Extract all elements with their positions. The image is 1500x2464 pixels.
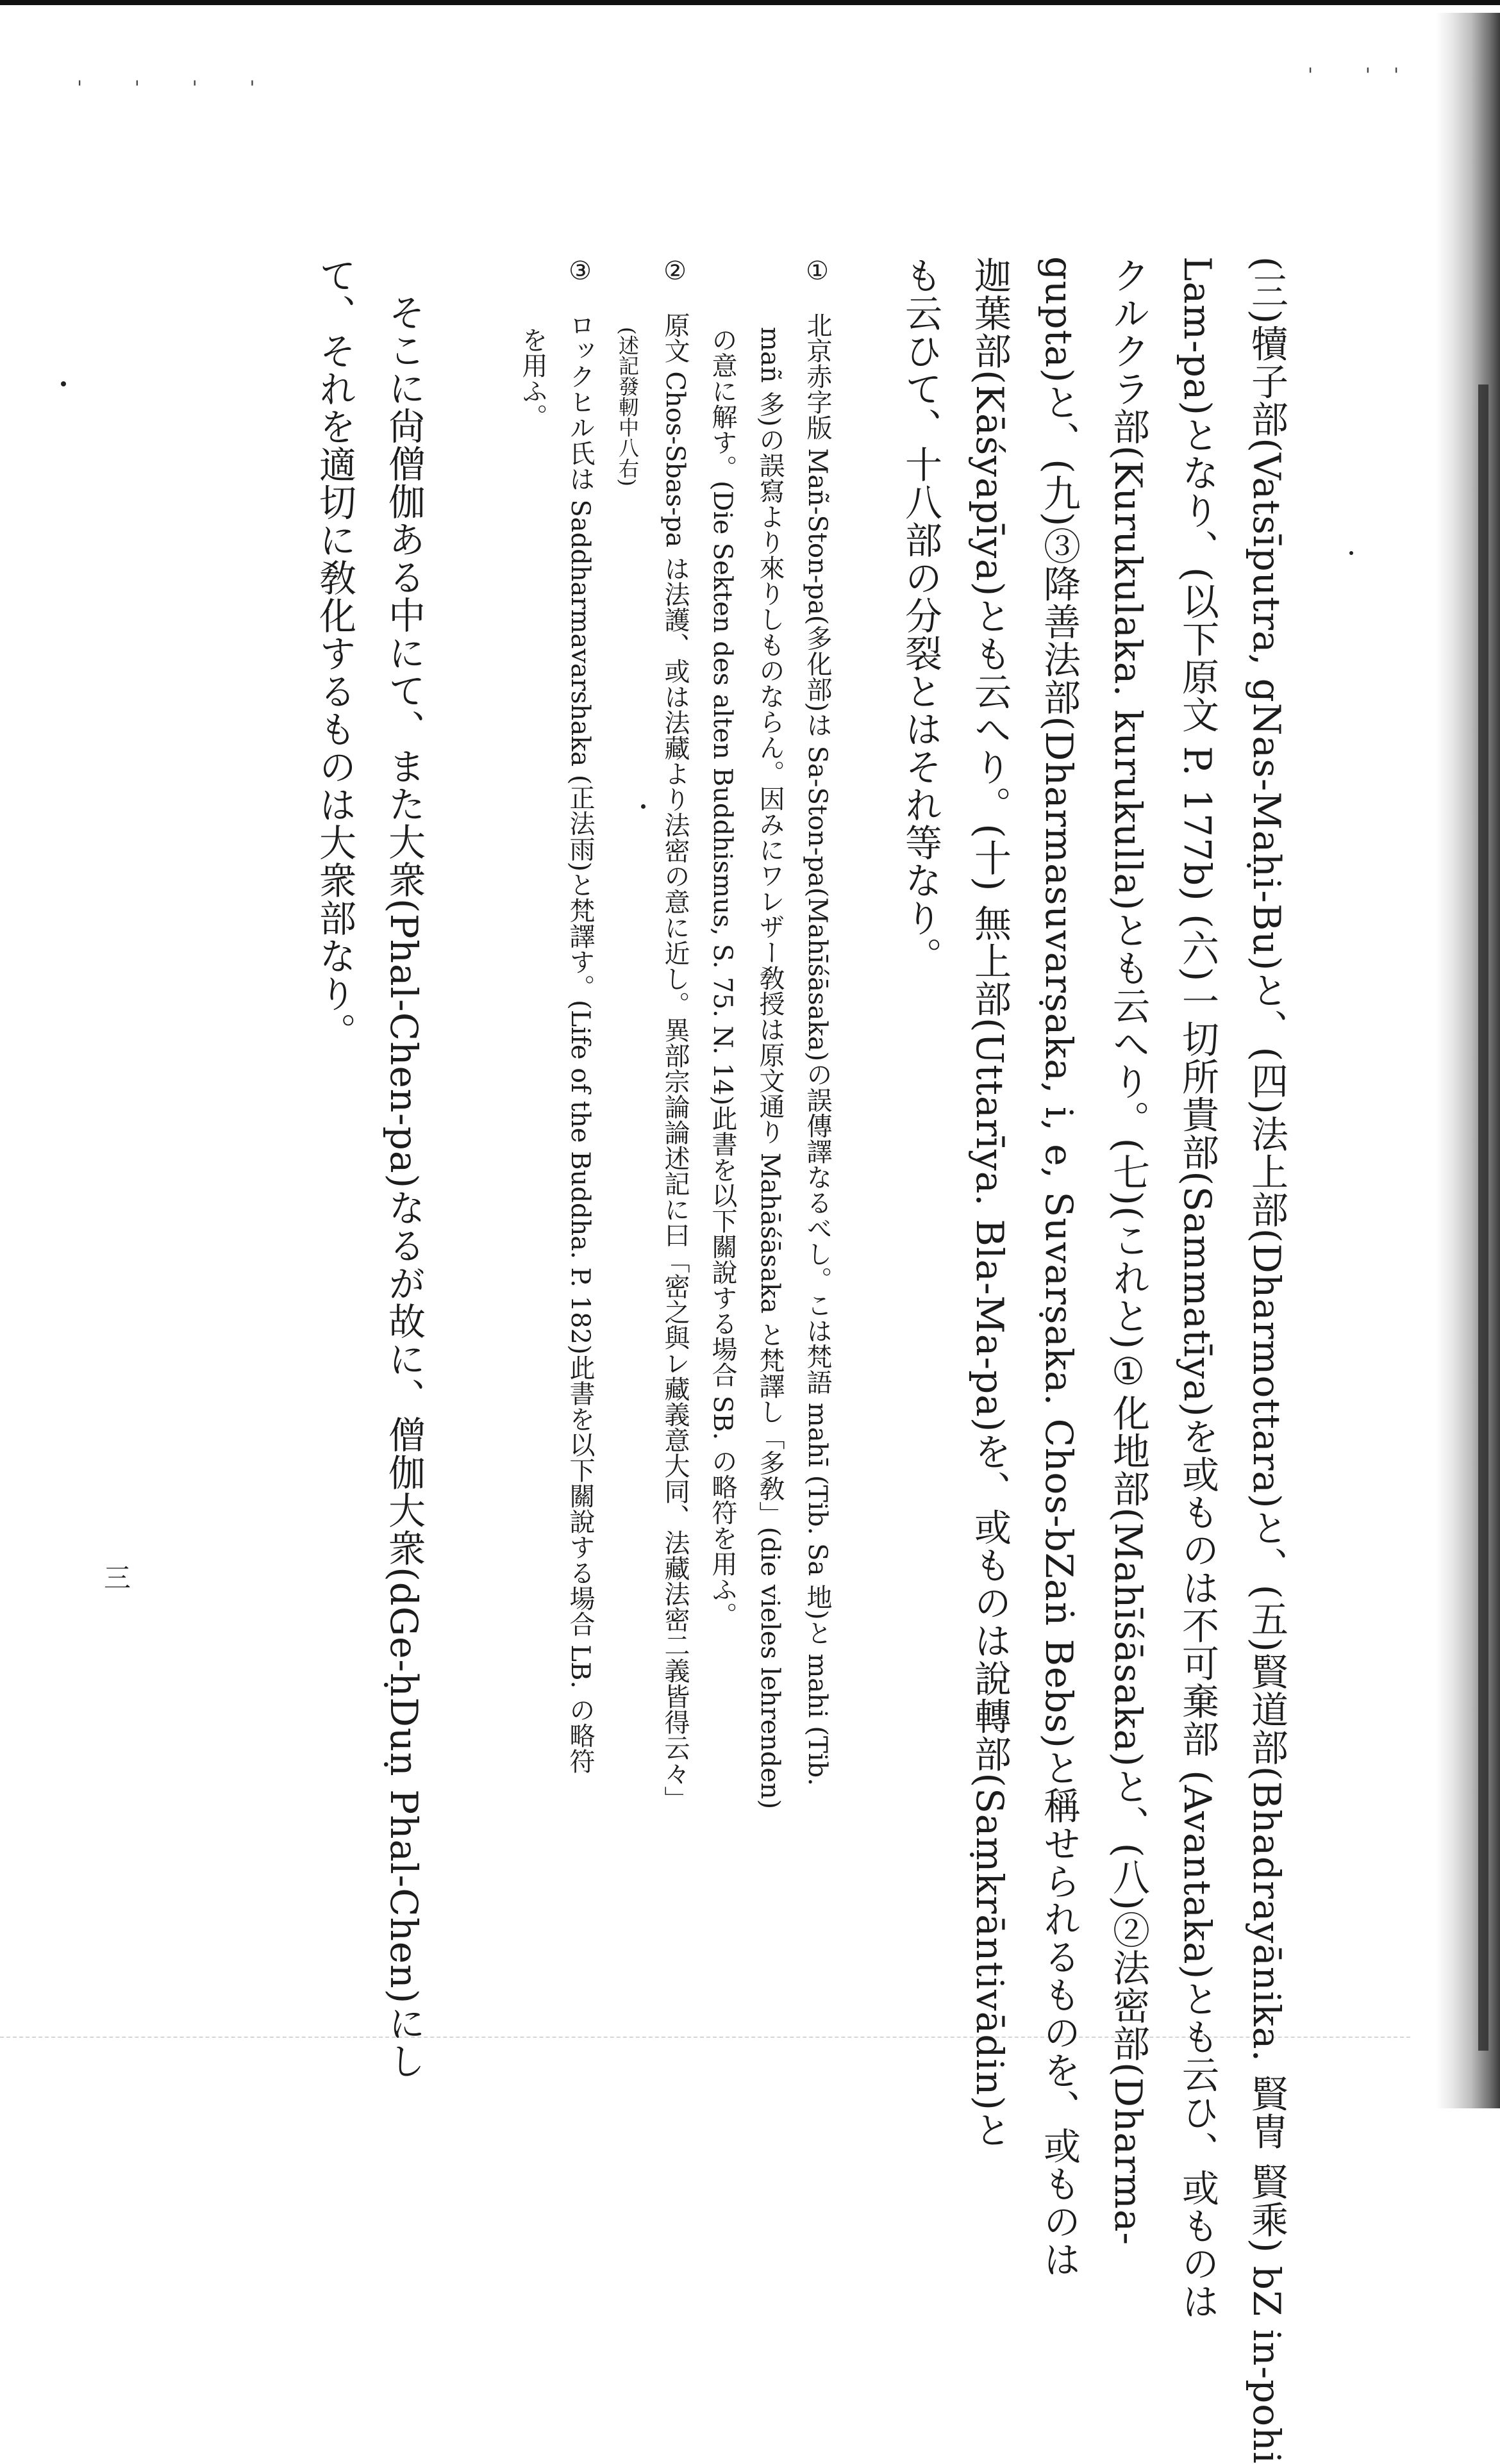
- footnote-1-line: [794, 256, 841, 2051]
- binding-streak: [1478, 384, 1488, 2051]
- footnote-marker: ③: [565, 256, 595, 286]
- footnote-2-line: (述記發軔中八右): [615, 327, 640, 486]
- top-scan-edge: [0, 0, 1500, 5]
- column-gap: [438, 256, 509, 2051]
- page-number: 三: [100, 1564, 131, 1591]
- main-text-line: そこに尙僧伽ある中にて、また大衆(Phal-Chen-pa)なるが故に、僧伽大衆(dGe-ḥDuṇ Phal-Chen)にし: [382, 294, 426, 2080]
- vertical-page-text: [147, 256, 1301, 2464]
- corner-mark-right: ' '': [1308, 64, 1422, 87]
- footnote-text: 原文 Chos-Sbas-pa は法護、或は法藏より法密の意に近し。異部宗論論述記に曰「密之與レ藏義意大同、法藏法密二義皆得云々」: [660, 311, 690, 1812]
- corner-mark-left: ' ' ' ': [77, 77, 278, 99]
- footnote-text: 北京赤字版 Mañ-Ston-pa(多化部)は Sa-Ston-pa(Mahīśāsaka)の誤傳譯なるべし。こは梵語 mahī (Tib. Sa 地)と mahi (Tib.: [803, 311, 832, 1786]
- footnote-3-line: [556, 256, 604, 2051]
- scan-speck: [61, 381, 66, 386]
- scan-speck: [1349, 551, 1353, 555]
- main-text-line: gupta)と、(九)③降善法部(Dharmasuvarṣaka, i, e, Suvarṣaka. Chos-bZaṅ Bebs)と稱せられるものを、或ものは: [1037, 256, 1081, 2278]
- footnote-marker: ①: [803, 256, 832, 286]
- main-text-line: クルクラ部(Kurukulaka. kurukulla)とも云へり。(七)(これと)①化地部(Mahīśāsaka)と、(八)②法密部(Dharma-: [1106, 256, 1150, 2246]
- footnote-1-line: mañ 多)の誤寫より來りしものならん。因みにワレザー敎授は原文通り Mahāśāsaka と梵譯し「多敎」(die vieles lehrenden): [755, 327, 785, 1810]
- main-text-line: 迦葉部(Kāśyapīya)とも云へり。(十) 無上部(Uttarīya. Bla-Ma-pa)を、或ものは說轉部(Saṃkrāntivādin)と: [968, 256, 1012, 2149]
- footnote-1-line: の意に解す。(Die Sekten des alten Buddhismus, S. 75. N. 14)此書を以下關說する場合 SB. の略符を用ふ。: [708, 327, 737, 1628]
- binding-shadow: [1436, 13, 1500, 2108]
- main-text-line: て、それを適切に敎化するものは大衆部なり。: [313, 256, 356, 1050]
- footnote-marker: ②: [660, 256, 690, 286]
- column-gap: [841, 256, 886, 2051]
- main-text-line: (三)犢子部(Vatsīputra, gNas-Maḥi-Bu)と、(四)法上部(Dharmottara)と、(五)賢道部(Bhadrayānika. 賢冑 賢乘) bZ in-pohi: [1245, 256, 1288, 2464]
- footnote-3-line: を用ふ。: [518, 327, 547, 429]
- main-text-line: Lam-pa)となり、(以下原文 P. 177b) (六)一切所貴部(Sammatīya)を或ものは不可棄部 (Avantaka)とも云ひ、或ものは: [1176, 256, 1219, 2320]
- main-text-line: も云ひて、十八部の分裂とはそれ等なり。: [899, 256, 942, 975]
- footnote-text: ロックヒル氏は Saddharmavarshaka (正法雨)と梵譯す。(Life of the Buddha. P. 182)此書を以下關說する場合 LB. の略符: [565, 311, 595, 1774]
- footnote-2-line: [651, 256, 699, 2051]
